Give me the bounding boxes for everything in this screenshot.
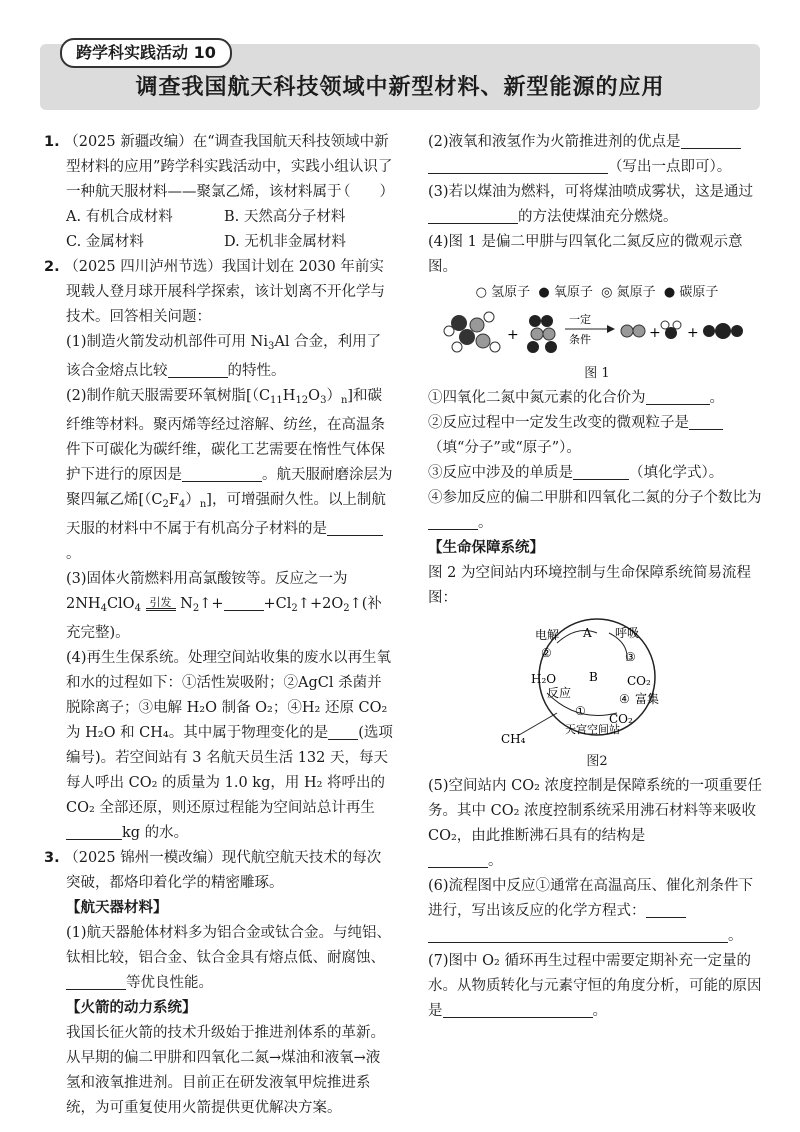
section-life-support: 【生命保障系统】 <box>428 540 544 556</box>
answer-blank[interactable] <box>573 463 629 480</box>
reaction-condition: 引发 <box>146 597 176 611</box>
answer-blank[interactable] <box>428 157 608 174</box>
right-column <box>428 130 766 1024</box>
svg-text:A: A <box>583 626 592 640</box>
answer-blank[interactable] <box>646 388 710 405</box>
q2-part1: (1)制造火箭发动机部件可用 $Ni_3Al$ 合金，利用了该合金熔点比较 的特性。 <box>66 334 382 379</box>
option-d[interactable]: D. 无机非金属材料 <box>224 234 346 250</box>
svg-text:+: + <box>687 325 699 341</box>
activity-tag: 跨学科实践活动 10 <box>60 38 232 68</box>
svg-text:①: ① <box>575 704 586 718</box>
molecule-udmh <box>444 312 500 352</box>
answer-blank[interactable] <box>428 207 518 224</box>
answer-blank[interactable] <box>428 513 478 530</box>
answer-blank[interactable] <box>428 926 728 943</box>
q3-life-text: 图 2 为空间站内环境控制与生命保障系统简易流程图： <box>428 565 751 606</box>
q3-rocket-text: 我国长征火箭的技术升级始于推进剂体系的革新。从早期的偏二甲肼和四氧化二氮→煤油和液氧→液氢和液氧推进剂。目前正在研发液氧甲烷推进系统，为可重复使用火箭提供更优解决方案。 <box>66 1025 385 1116</box>
option-c[interactable]: C. 金属材料 <box>66 234 144 250</box>
figure-2-flow-diagram <box>497 613 697 747</box>
answer-blank[interactable] <box>428 851 488 868</box>
q2-part2: (2)制作航天服需要环氧树脂$[(C_{11}H_{12}O_3)_n]$和碳纤维等材料。聚丙烯等经过溶解、纺丝，在高温条件下可碳化为碳纤维，碳化工艺需要在惰性气体保护下进行的原因是 。航天服耐磨涂层为聚四氟乙烯$[(C_2F_4)_n]$，可增强耐久性。以上制航天服的材料中不属于有机高分子材料的是。 <box>66 388 393 562</box>
options-row-1 <box>44 205 394 230</box>
q2-part4: (4)再生生保系统。处理空间站收集的废水以再生氧和水的过程如下：①活性炭吸附；②AgCl 杀菌并脱除离子；③电解 H₂O 制备 O₂；④H₂ 还原 CO₂ 为 H₂O 和 CH₄。其中属于物理变化的是 (选项编号)。若空间站有 3 名航天员生活 132 天，每天每人呼出 CO₂ 的质量为 1.0 kg，用 H₂ 将呼出的 CO₂ 全部还原，则还原过程能为空间站总计再生kg 的水。 <box>66 650 393 841</box>
q3-part6: (6)流程图中反应①通常在高温高压、催化剂条件下进行，写出该反应的化学方程式： 。 <box>428 878 754 944</box>
option-a[interactable]: A. 有机合成材料 <box>66 209 173 225</box>
figure-1-reaction-diagram <box>437 307 757 359</box>
options-row-2 <box>44 230 394 255</box>
svg-text:H₂O: H₂O <box>531 672 557 686</box>
q3-part2: (2)液氧和液氢作为火箭推进剂的优点是 （写出一点即可）。 <box>428 130 766 180</box>
section-spacecraft-materials: 【航天器材料】 <box>66 900 168 916</box>
answer-blank[interactable] <box>443 1001 593 1018</box>
question-1: 1. （2025 新疆改编）在“调查我国航天科技领域中新型材料的应用”跨学科实践活动中，实践小组认识了一种航天服材料——聚氯乙烯，该材料属于 （ ） <box>44 130 394 205</box>
q3-part3: (3)若以煤油为燃料，可将煤油喷成雾状，这是通过的方法使煤油充分燃烧。 <box>428 184 754 225</box>
svg-text:CO₂: CO₂ <box>627 674 651 688</box>
svg-text:天宫空间站: 天宫空间站 <box>565 723 620 736</box>
svg-text:电解: 电解 <box>535 628 560 642</box>
answer-blank[interactable] <box>168 361 228 378</box>
answer-blank[interactable] <box>328 723 358 740</box>
answer-bracket[interactable]: （ ） <box>336 184 394 200</box>
svg-text:④: ④ <box>619 692 630 706</box>
molecule-h2o <box>661 321 681 339</box>
answer-blank[interactable] <box>182 465 262 482</box>
answer-blank[interactable] <box>224 594 264 611</box>
figure-2-caption: 图2 <box>586 754 608 769</box>
svg-text:呼吸: 呼吸 <box>615 626 640 640</box>
answer-blank[interactable] <box>689 413 723 430</box>
question-2: 2. （2025 四川泸州节选）我国计划在 2030 年前实现载人登月球开展科学探索，该计划离不开化学与技术。回答相关问题： <box>44 259 385 325</box>
molecule-co2 <box>703 323 743 339</box>
left-column <box>44 130 394 1116</box>
answer-blank[interactable] <box>681 132 741 149</box>
svg-text:+: + <box>649 325 661 341</box>
figure-1-caption: 图 1 <box>584 366 610 381</box>
page-title: 调查我国航天科技领域中新型材料、新型能源的应用 <box>135 75 665 100</box>
svg-text:③: ③ <box>625 650 636 664</box>
option-b[interactable]: B. 天然高分子材料 <box>224 209 346 225</box>
q3-part4: (4)图 1 是偏二甲肼与四氧化二氮反应的微观示意图。 <box>428 234 743 275</box>
svg-text:②: ② <box>541 646 552 660</box>
molecule-n2 <box>621 325 645 337</box>
section-rocket-power: 【火箭的动力系统】 <box>66 1000 197 1016</box>
svg-text:反应: 反应 <box>547 686 572 700</box>
q3-part1: (1)航天器舱体材料多为铝合金或钛合金。与纯铝、钛相比较，铝合金、钛合金具有熔点低、耐腐蚀、等优良性能。 <box>66 925 392 991</box>
svg-text:B: B <box>589 670 598 684</box>
svg-text:富集: 富集 <box>635 692 660 706</box>
q3-part7: (7)图中 O₂ 循环再生过程中需要定期补充一定量的水。从物质转化与元素守恒的角度分析，可能的原因是 。 <box>428 953 762 1019</box>
answer-blank[interactable] <box>66 823 122 840</box>
answer-blank[interactable] <box>66 973 126 990</box>
q3-s2: ②反应过程中一定发生改变的微观粒子是（填“分子”或“原子”）。 <box>428 411 766 461</box>
plus-sign: + <box>507 327 519 343</box>
answer-blank[interactable] <box>327 519 383 536</box>
answer-blank[interactable] <box>646 901 686 918</box>
q3-s1: ①四氧化二氮中氮元素的化合价为 。 <box>428 390 724 406</box>
q3-part5: (5)空间站内 CO₂ 浓度控制是保障系统的一项重要任务。其中 CO₂ 浓度控制系统采用沸石材料等来吸收 CO₂，由此推断沸石具有的结构是 。 <box>428 778 763 869</box>
q2-part3: (3)固体火箭燃料用高氯酸铵等。反应之一为 $2NH_4ClO_4$ 引发 $N_2↑+$ $+Cl_2↑+2O_2↑$(补充完整)。 <box>66 571 382 641</box>
q3-s3: ③反应中涉及的单质是 （填化学式）。 <box>428 465 724 481</box>
svg-text:CH₄: CH₄ <box>501 732 526 746</box>
condition-top: 一定 <box>569 313 591 326</box>
atom-legend: ○ 氢原子 ● 氧原子 ◎ 氮原子 ● 碳原子 <box>475 285 719 300</box>
svg-text:CO₂: CO₂ <box>609 712 633 726</box>
molecule-n2o4 <box>527 315 557 353</box>
condition-bottom: 条件 <box>569 333 591 346</box>
q3-s4: ④参加反应的偏二甲肼和四氧化二氮的分子个数比为。 <box>428 490 762 531</box>
question-3: 3. （2025 锦州一模改编）现代航空航天技术的每次突破，都烙印着化学的精密雕琢。 <box>44 850 382 891</box>
